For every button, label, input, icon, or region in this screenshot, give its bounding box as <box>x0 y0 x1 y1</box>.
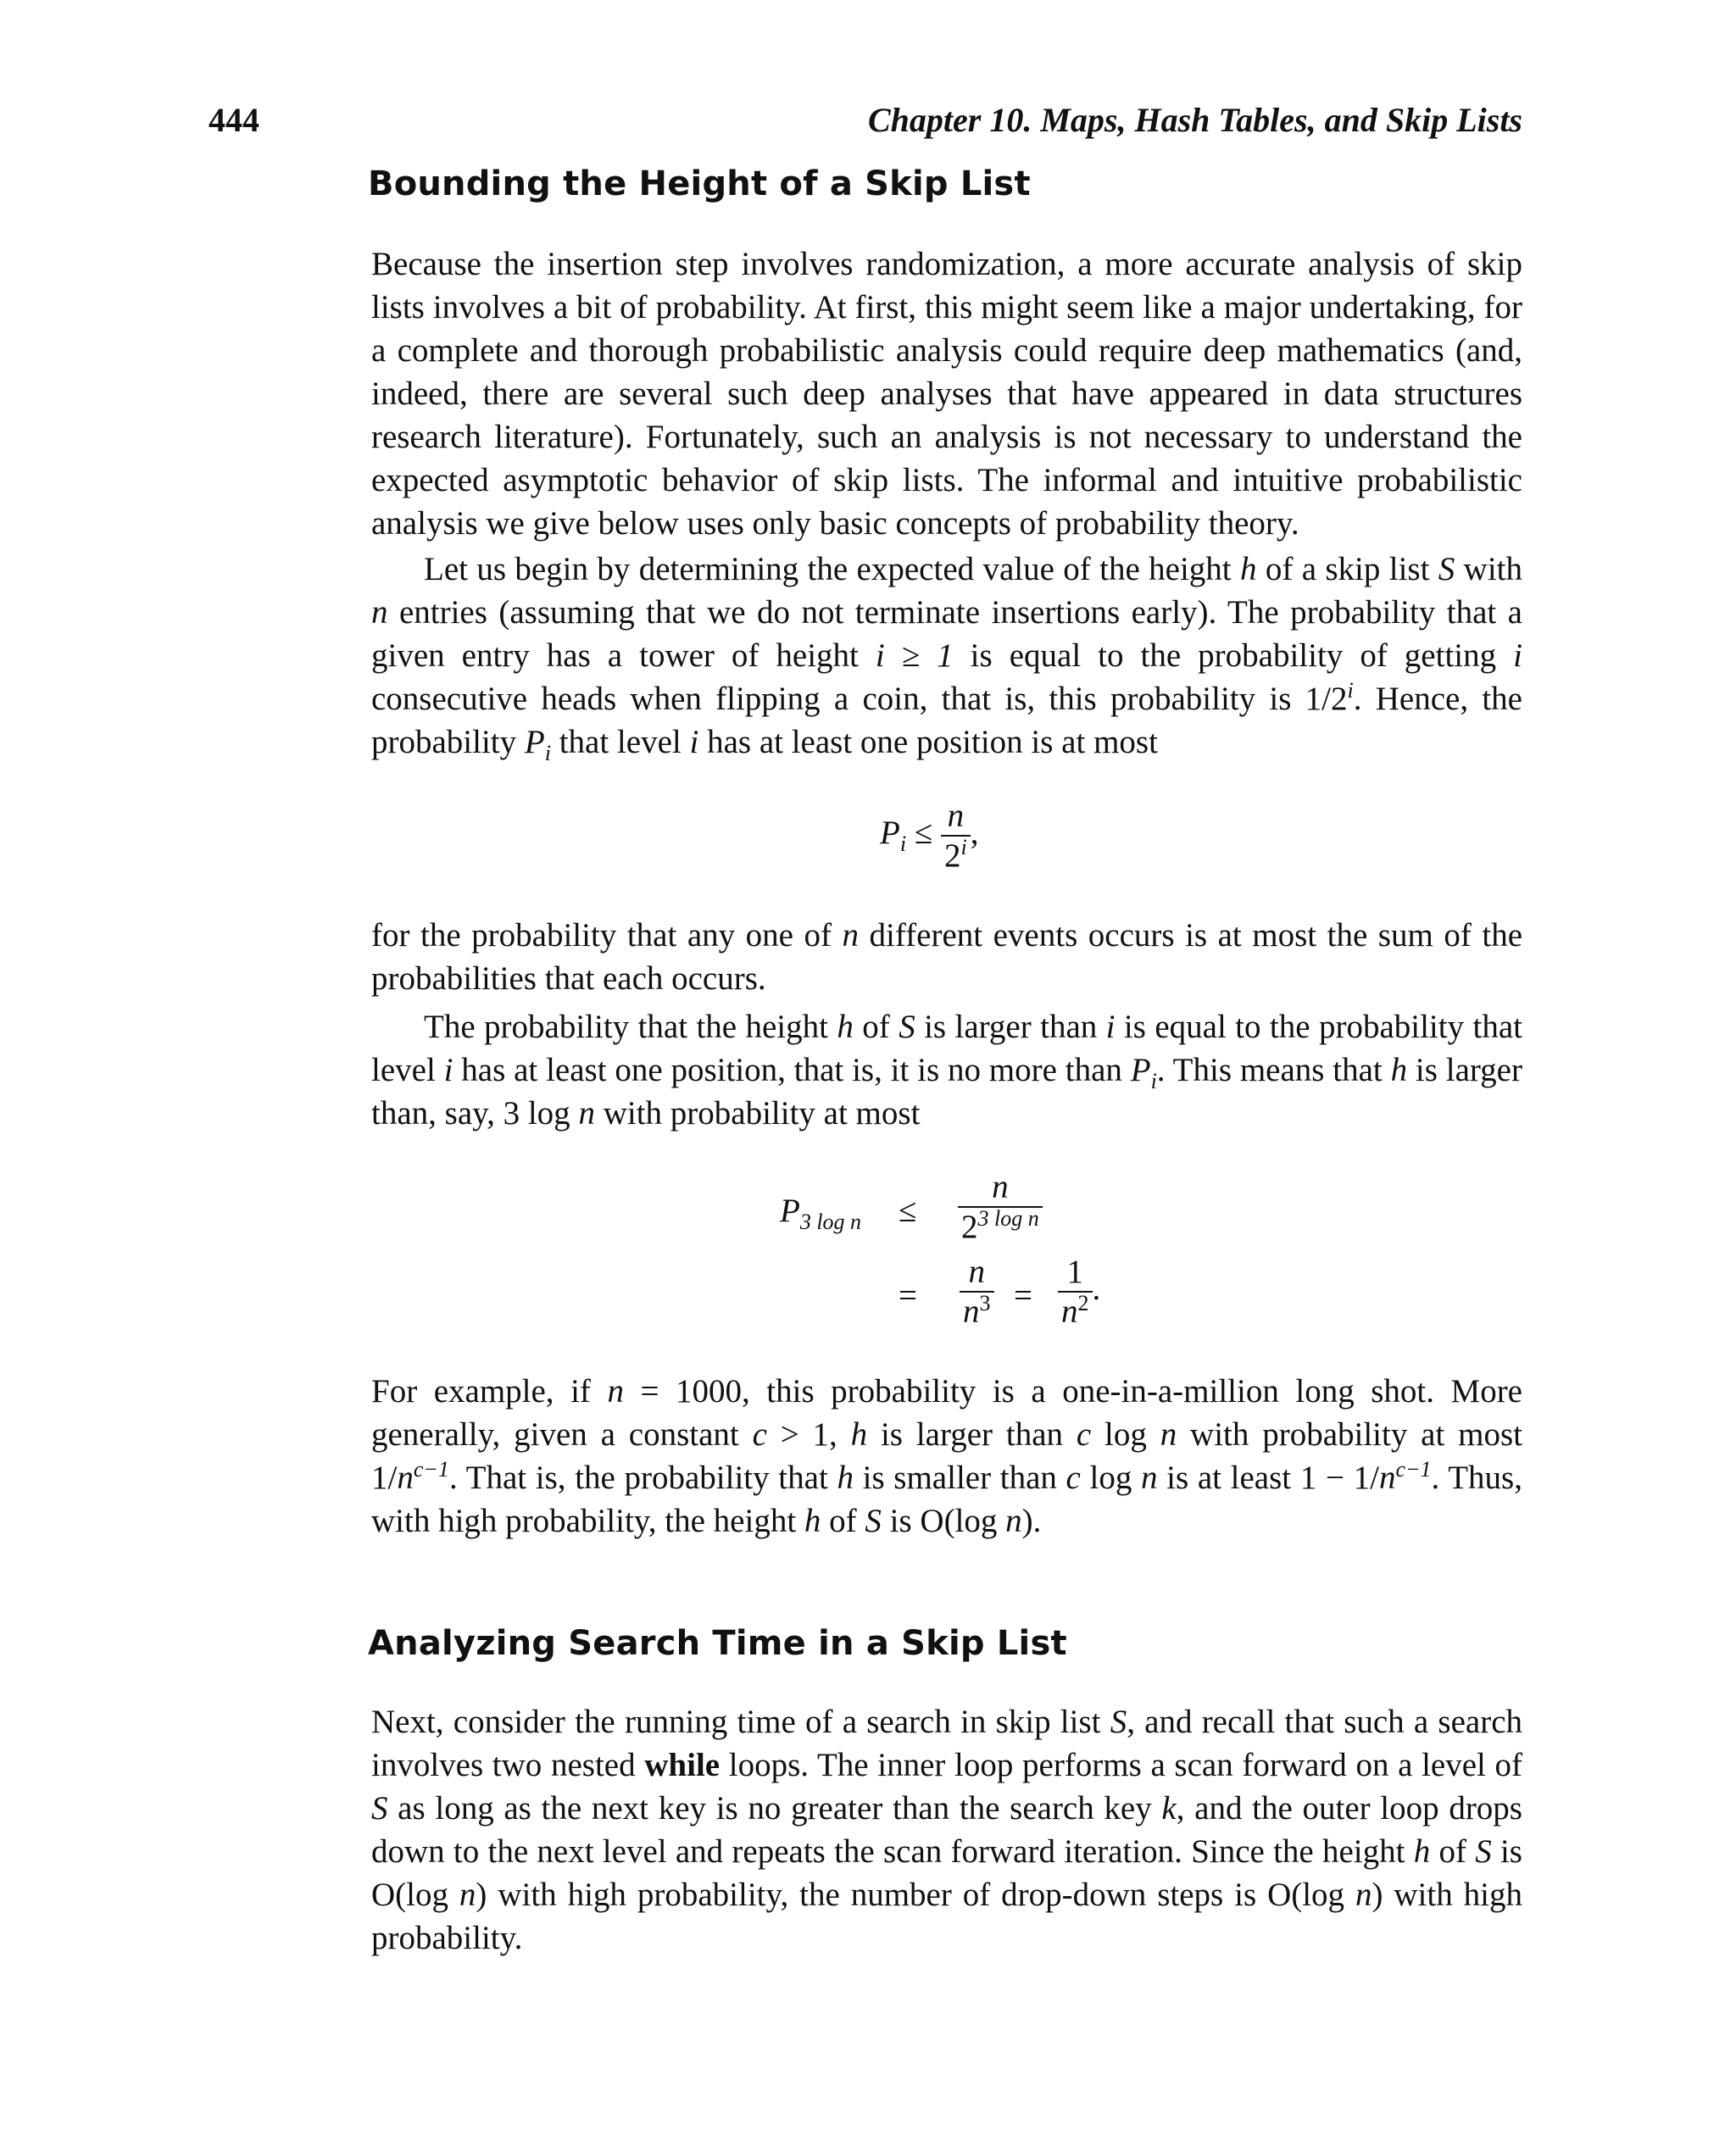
paragraph-expected-height: Let us begin by determining the expected value of the height h of a skip list S with n entries (assuming that we do not terminate insertions early). The probability that a given entry has a tower of height i ≥ 1 is equal to the probability of getting i consecutive heads when flipping a coin, that is, this probability is 1/2$^i$. Hence, the probability $P_i$ that level i has at least one position is at most <box>371 551 1522 765</box>
paragraph-high-probability: For example, if n = 1000, this probability is a one-in-a-million long shot. More generally, given a constant c > 1, h is larger than c log n with probability at most $1/n^{c-1}$. That is, the probability that h is smaller than c log n is at least $1 - 1/n^{c-1}$. Thus, with high probability, the height h of S is O(log n). <box>371 1373 1523 1539</box>
chapter-title: Chapter 10. Maps, Hash Tables, and Skip Lists <box>867 101 1522 139</box>
paragraph-intro <box>371 242 1522 545</box>
fraction: $\frac{1}{n^2}$ <box>1058 1253 1093 1331</box>
paragraph-union-bound: for the probability that any one of n different events occurs is at most the sum of the probabilities that each occurs. <box>371 917 1522 997</box>
section-heading-height: Bounding the Height of a Skip List <box>368 164 1031 203</box>
paragraph-intro-text: Because the insertion step involves randomization, a more accurate analysis of skip lists involves a bit of probability. At first, this might seem like a major undertaking, for a complete and thorough probabilistic analysis could require deep mathematics (and, indeed, there are several such deep analyses that have appeared in data structures research literature). Fortunately, such an analysis is not necessary to understand the expected asymptotic behavior of skip lists. The informal and intuitive probabilistic analysis we give below uses only basic concepts of probability theory. <box>371 246 1522 542</box>
fraction: $\frac{n}{n^3}$ <box>960 1253 994 1331</box>
fraction: $\frac{n}{2^{3 log n}}$ <box>958 1168 1043 1246</box>
paragraph-search-time: Next, consider the running time of a search in skip list S, and recall that such a search involves two nested while loops. The inner loop performs a scan forward on a level of S as long as the next key is no greater than the search key k, and the outer loop drops down to the next level and repeats the scan forward iteration. Since the height h of S is O(log n) with high probability, the number of drop-down steps is O(log n) with high probability. <box>371 1704 1523 1956</box>
page-number: 444 <box>209 101 259 139</box>
section-heading-search: Analyzing Search Time in a Skip List <box>368 1624 1067 1663</box>
running-header <box>209 100 1522 142</box>
equation-level-probability: $P_i$ ≤ $\frac{n}{2^i}$ , <box>880 798 979 874</box>
paragraph-height-bound: The probability that the height h of S is larger than i is equal to the probability that level i has at least one position, that is, it is no more than $P_i$. This means that h is larger than, say, 3 log n with probability at most <box>371 1009 1522 1132</box>
fraction: $\frac{n}{2^i}$ <box>941 797 971 875</box>
equation-height-probability: $P_{3 log n}$ ≤ $\frac{n}{2^{3 log n}}$ = $\frac{n}{n^3}$ = $\frac{1}{n^2}$ . <box>780 1169 1101 1330</box>
